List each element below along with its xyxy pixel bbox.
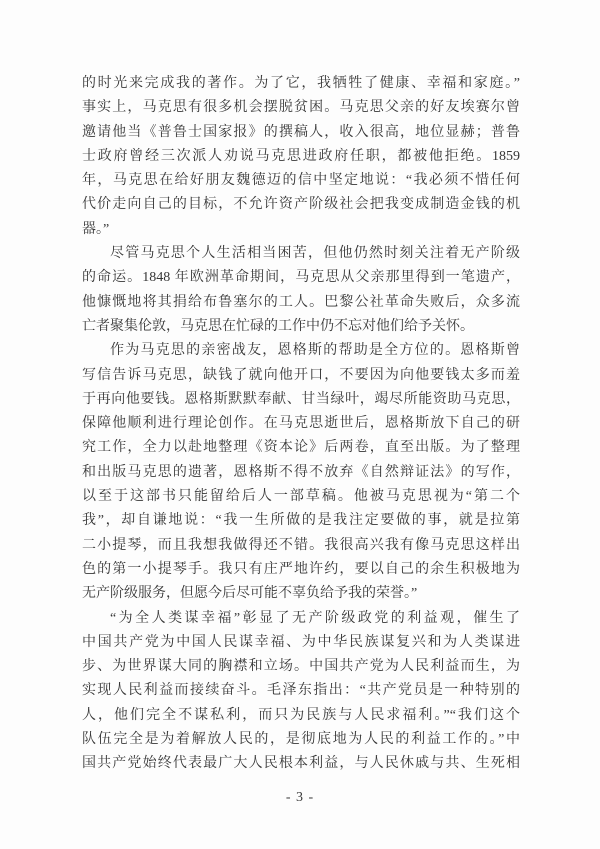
text-line: 二小提琴，而且我想我做得还不错。我很高兴我有像马克思这样出	[82, 537, 520, 553]
text-line: 保障他顺利进行理论创作。在马克思逝世后，恩格斯放下自己的研	[82, 416, 520, 432]
text-line: 色的第一小提琴手。我只有庄严地许约，要以自己的余生积极地为	[82, 561, 520, 577]
text-line: 作为马克思的亲密战友，恩格斯的帮助是全方位的。恩格斯曾	[110, 343, 520, 359]
text-line: 士政府曾经三次派人劝说马克思进政府任职，都被他拒绝。1859	[82, 148, 520, 164]
text-line: 和出版马克思的遗著，恩格斯不得不放弃《自然辩证法》的写作，	[82, 464, 520, 480]
text-line: 亡者聚集伦敦，马克思在忙碌的工作中仍不忘对他们给予关怀。	[82, 318, 474, 334]
text-line: 我”，却自谦地说：“我一生所做的是我注定要做的事，就是拉第	[82, 513, 520, 529]
text-line: 队伍完全是为着解放人民的，是彻底地为人民的利益工作的。”中	[82, 732, 520, 748]
text-line: 的命运。1848 年欧洲革命期间，马克思从父亲那里得到一笔遗产，	[82, 270, 520, 286]
text-line: 究工作，全力以赴地整理《资本论》后两卷，直至出版。为了整理	[82, 440, 520, 456]
text-line: 器。”	[82, 221, 110, 237]
text-line: 人，他们完全不谋私利，而只为民族与人民求福利。”“我们这个	[82, 707, 520, 723]
text-line: 于再向他要钱。恩格斯默默奉献、甘当绿叶，竭尽所能资助马克思，	[82, 391, 520, 407]
text-line: 邀请他当《普鲁士国家报》的撰稿人，收入很高，地位显赫；普鲁	[82, 124, 520, 140]
text-line: 实现人民利益而接续奋斗。毛泽东指出：“共产党员是一种特别的	[82, 683, 520, 699]
text-line: 他慷慨地将其捐给布鲁塞尔的工人。巴黎公社革命失败后，众多流	[82, 294, 520, 310]
text-line: 尽管马克思个人生活相当困苦，但他仍然时刻关注着无产阶级	[110, 246, 520, 262]
text-line: 步、为世界谋大同的胸襟和立场。中国共产党为人民利益而生，为	[82, 659, 520, 675]
text-line: 中国共产党为中国人民谋幸福、为中华民族谋复兴和为人类谋进	[82, 634, 520, 650]
text-line: 年，马克思在给好朋友魏德迈的信中坚定地说：“我必须不惜任何	[82, 173, 520, 189]
text-line: 国共产党始终代表最广大人民根本利益，与人民休戚与共、生死相	[82, 756, 520, 772]
text-line: 无产阶级服务，但愿今后尽可能不辜负给予我的荣誉。”	[82, 586, 418, 602]
text-line: “为全人类谋幸福”彰显了无产阶级政党的利益观，催生了	[110, 610, 520, 626]
text-line: 以至于这部书只能留给后人一部草稿。他被马克思视为“第二个	[82, 489, 520, 505]
text-line: 事实上，马克思有很多机会摆脱贫困。马克思父亲的好友埃赛尔曾	[82, 100, 520, 116]
text-line: 写信告诉马克思，缺钱了就向他开口，不要因为向他要钱太多而羞	[82, 367, 520, 383]
text-line: 代价走向自己的目标，不允许资产阶级社会把我变成制造金钱的机	[82, 197, 520, 213]
page-number: - 3 -	[285, 789, 315, 805]
text-line: 的时光来完成我的著作。为了它，我牺牲了健康、幸福和家庭。”	[82, 76, 520, 91]
